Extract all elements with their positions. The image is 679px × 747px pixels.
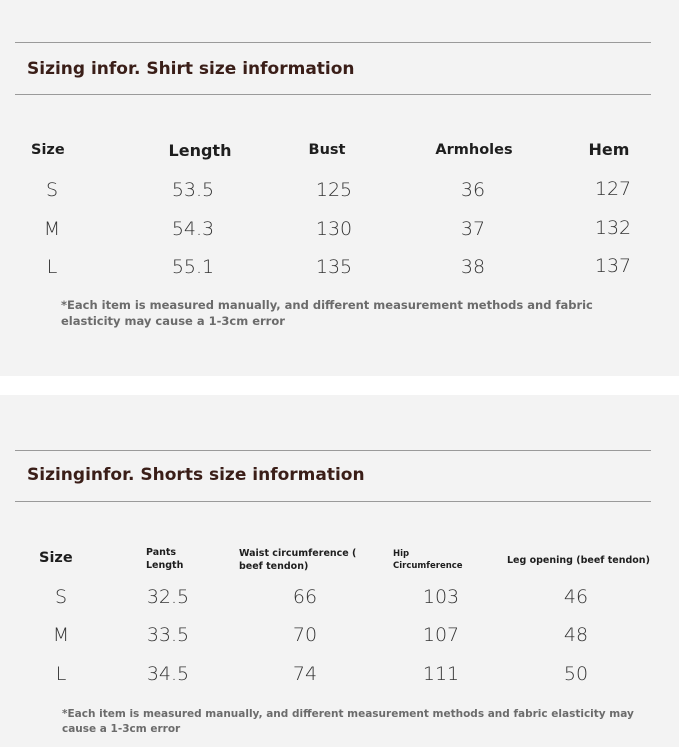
header-armholes: Armholes <box>435 142 513 158</box>
measurement-note-line2: elasticity may cause a 1-3cm error <box>61 313 285 328</box>
header-bust: Bust <box>308 142 346 158</box>
table-row-s-waist: 66 <box>292 586 318 608</box>
table-row-l-waist: 74 <box>292 663 318 685</box>
top-divider <box>15 42 651 43</box>
measurement-note <box>62 707 634 736</box>
table-row-m-bust: 130 <box>315 218 353 240</box>
table-row-s-leg-opening: 46 <box>563 586 589 608</box>
measurement-note-line1: *Each item is measured manually, and different measurement methods and fabric <box>61 298 593 312</box>
table-row-m-pants-length: 33.5 <box>146 624 190 646</box>
table-row-l-size: L <box>55 663 67 685</box>
table-row-m-hem: 132 <box>594 217 632 239</box>
table-row-s-armholes: 36 <box>460 179 486 201</box>
table-row-l-hip: 111 <box>422 663 460 685</box>
table-row-l-armholes: 38 <box>460 256 486 278</box>
table-row-l-length: 55.1 <box>171 256 215 278</box>
table-row-m-size: M <box>43 218 61 240</box>
table-row-m-length: 54.3 <box>171 218 215 240</box>
header-leg-opening: Leg opening (beef tendon) <box>507 555 650 566</box>
table-row-s-pants-length: 32.5 <box>146 586 190 608</box>
table-row-m-armholes: 37 <box>460 218 486 240</box>
table-row-l-pants-length: 34.5 <box>146 663 190 685</box>
table-row-m-hip: 107 <box>422 624 460 646</box>
table-row-s-hem: 127 <box>594 178 632 200</box>
title-divider <box>15 501 651 502</box>
header-size: Size <box>31 142 65 158</box>
table-row-l-hem: 137 <box>594 255 632 277</box>
measurement-note <box>61 298 593 329</box>
table-row-l-leg-opening: 50 <box>563 663 589 685</box>
title-divider <box>15 94 651 95</box>
table-row-m-size: M <box>52 624 70 646</box>
header-waist: Waist circumference ( beef tendon) <box>239 548 357 572</box>
table-row-s-length: 53.5 <box>171 179 215 201</box>
header-pants-length: Pants Length <box>146 547 184 571</box>
table-row-s-size: S <box>45 179 59 201</box>
table-row-s-bust: 125 <box>315 179 353 201</box>
header-hem: Hem <box>588 140 630 159</box>
table-row-m-waist: 70 <box>292 624 318 646</box>
table-row-s-hip: 103 <box>422 586 460 608</box>
shorts-section-title: Sizinginfor. Shorts size information <box>27 465 365 485</box>
header-size: Size <box>39 550 73 566</box>
table-row-l-bust: 135 <box>315 256 353 278</box>
table-row-l-size: L <box>46 256 58 278</box>
table-row-s-size: S <box>54 586 68 608</box>
top-divider <box>15 450 651 451</box>
header-hip: Hip Circumference <box>393 549 463 571</box>
measurement-note-line1: *Each item is measured manually, and different measurement methods and fabric elasticity may <box>62 708 634 720</box>
table-row-m-leg-opening: 48 <box>563 624 589 646</box>
measurement-note-line2: cause a 1-3cm error <box>62 722 181 735</box>
shorts-size-panel <box>0 395 679 747</box>
shirt-section-title: Sizing infor. Shirt size information <box>27 59 355 79</box>
header-length: Length <box>168 141 232 160</box>
